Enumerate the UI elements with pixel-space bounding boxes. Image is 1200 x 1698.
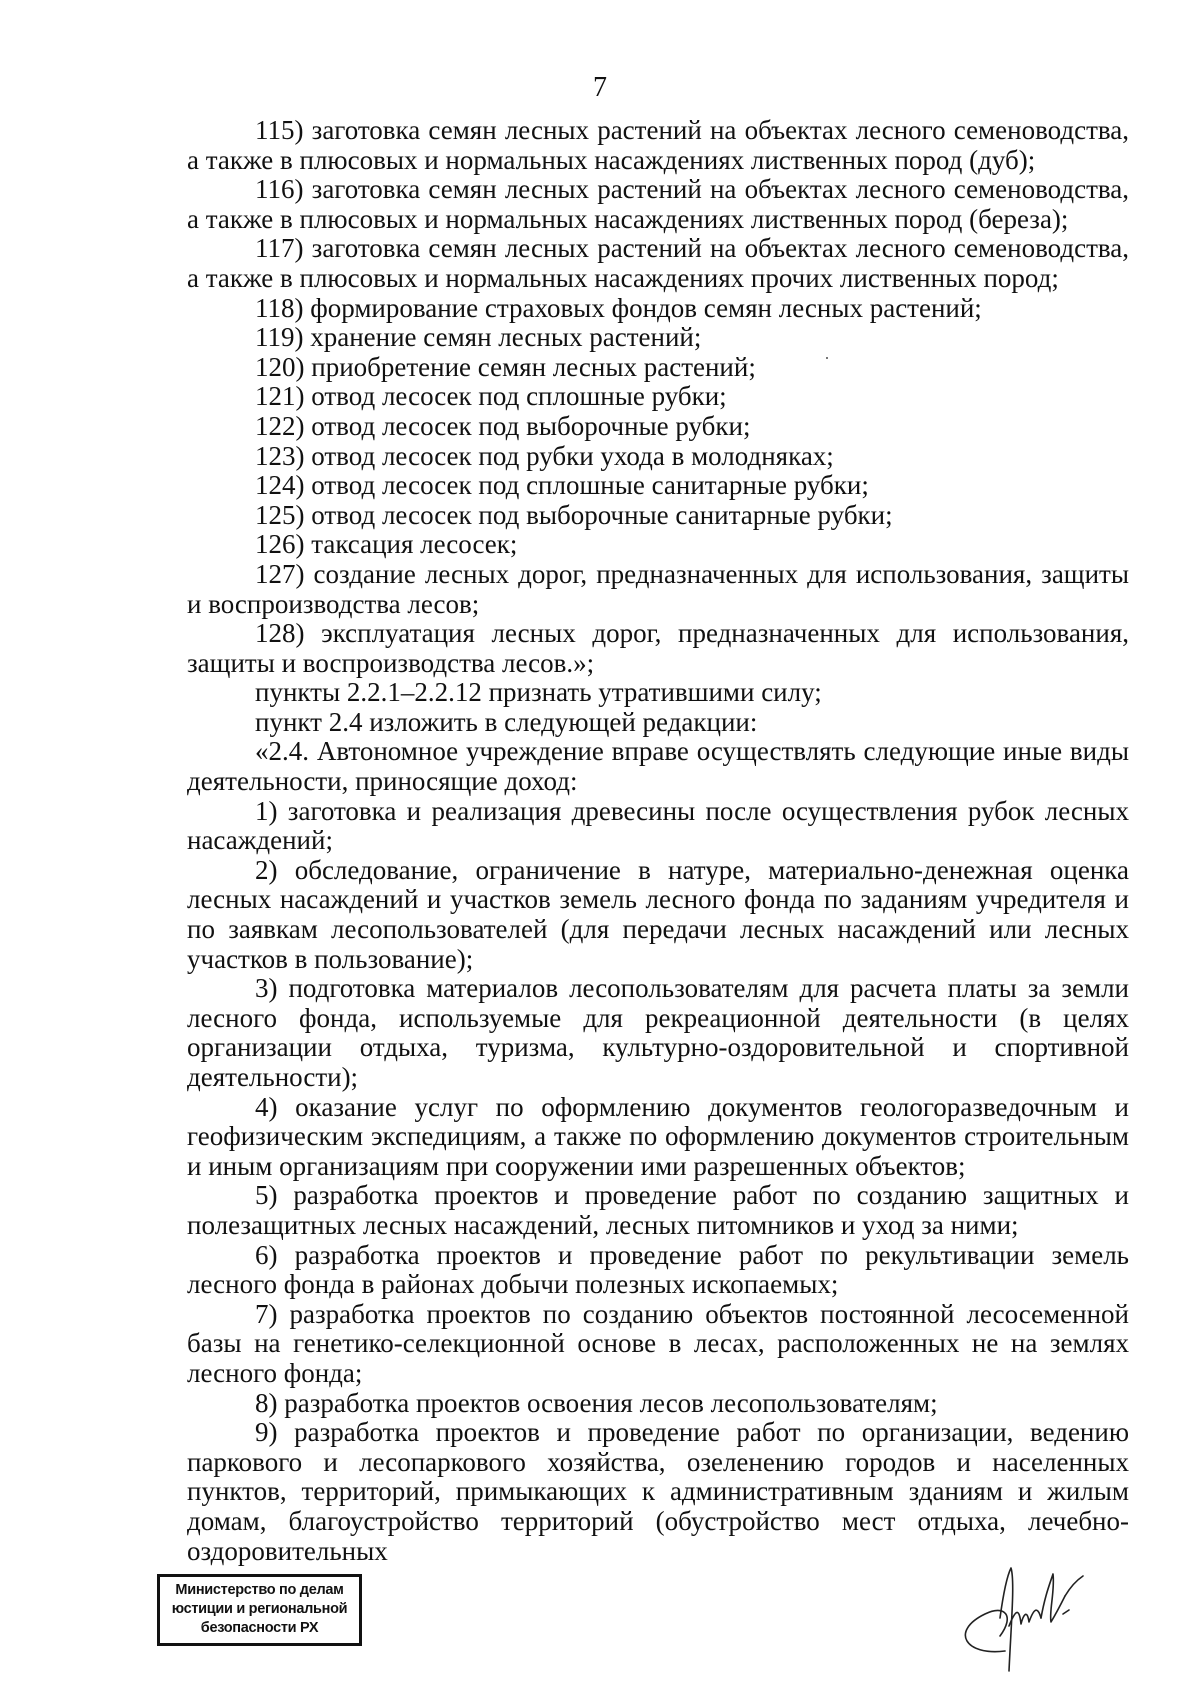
paragraph: 7) разработка проектов по созданию объектов постоянной лесосеменной базы на генетико-селекционной основе в лесах, расположенных не на землях лесного фонда; — [187, 1298, 1129, 1388]
ministry-stamp — [157, 1574, 362, 1646]
paragraph: 117) заготовка семян лесных растений на объектах лесного семеноводства, а также в плюсовых и нормальных насаждениях прочих лиственных пород; — [187, 233, 1129, 293]
scan-speck — [826, 357, 828, 359]
paragraph: 120) приобретение семян лесных растений; — [255, 351, 756, 382]
page-number: 7 — [593, 72, 607, 103]
paragraph: 1) заготовка и реализация древесины после осуществления рубок лесных насаждений; — [187, 795, 1129, 856]
paragraph: 126) таксация лесосек; — [255, 529, 518, 560]
paragraph: 128) эксплуатация лесных дорог, предназначенных для использования, защиты и воспроизводства лесов.»; — [187, 618, 1129, 678]
paragraph: 4) оказание услуг по оформлению документов геологоразведочным и геофизическим экспедициям, а также по оформлению документов строительным и иным организациям при сооружении ими разрешенных объектов; — [187, 1091, 1129, 1181]
paragraph: 118) формирование страховых фондов семян лесных растений; — [255, 292, 982, 323]
document-body — [187, 116, 1129, 1566]
signature-icon — [945, 1556, 1145, 1676]
paragraph: 121) отвод лесосек под сплошные рубки; — [255, 381, 727, 412]
paragraph: пункт 2.4 изложить в следующей редакции: — [255, 706, 758, 737]
paragraph: 6) разработка проектов и проведение работ по рекультивации земель лесного фонда в районах добычи полезных ископаемых; — [187, 1239, 1129, 1300]
paragraph: 9) разработка проектов и проведение работ по организации, ведению паркового и лесопаркового хозяйства, озеленению городов и населенных пунктов, территорий, примыкающих к административным зданиям и жилым домам, благоустройство территорий (обустройство мест отдыха, лечебно-оздоровительных — [187, 1417, 1129, 1566]
paragraph: пункты 2.2.1–2.2.12 признать утратившими силу; — [255, 677, 822, 708]
paragraph: 8) разработка проектов освоения лесов лесопользователям; — [255, 1387, 938, 1418]
paragraph: 123) отвод лесосек под рубки ухода в молодняках; — [255, 440, 834, 471]
paragraph: 2) обследование, ограничение в натуре, материально-денежная оценка лесных насаждений и участков земель лесного фонда по заданиям учредителя и по заявкам лесопользователей (для передачи лесных насаждений или лесных участков в пользование); — [187, 854, 1129, 974]
paragraph: «2.4. Автономное учреждение вправе осуществлять следующие иные виды деятельности, приносящие доход: — [187, 736, 1129, 797]
paragraph: 116) заготовка семян лесных растений на объектах лесного семеноводства, а также в плюсовых и нормальных насаждениях лиственных пород (береза); — [187, 174, 1129, 234]
stamp-line: Министерство по делам — [175, 1582, 344, 1598]
paragraph: 127) создание лесных дорог, предназначенных для использования, защиты и воспроизводства лесов; — [187, 558, 1129, 619]
paragraph: 124) отвод лесосек под сплошные санитарные рубки; — [255, 470, 869, 501]
stamp-line: юстиции и региональной — [171, 1601, 348, 1617]
paragraph: 115) заготовка семян лесных растений на объектах лесного семеноводства, а также в плюсовых и нормальных насаждениях лиственных пород (дуб); — [187, 115, 1129, 175]
paragraph: 5) разработка проектов и проведение работ по созданию защитных и полезащитных лесных насаждений, лесных питомников и уход за ними; — [187, 1180, 1129, 1240]
stamp-line: безопасности РХ — [200, 1620, 319, 1636]
paragraph: 125) отвод лесосек под выборочные санитарные рубки; — [255, 499, 893, 530]
paragraph: 119) хранение семян лесных растений; — [255, 322, 702, 353]
paragraph: 122) отвод лесосек под выборочные рубки; — [255, 410, 751, 441]
paragraph: 3) подготовка материалов лесопользователям для расчета платы за земли лесного фонда, используемые для рекреационной деятельности (в целях организации отдыха, туризма, культурно-оздоровительной и спортивной деятельности); — [187, 973, 1129, 1092]
